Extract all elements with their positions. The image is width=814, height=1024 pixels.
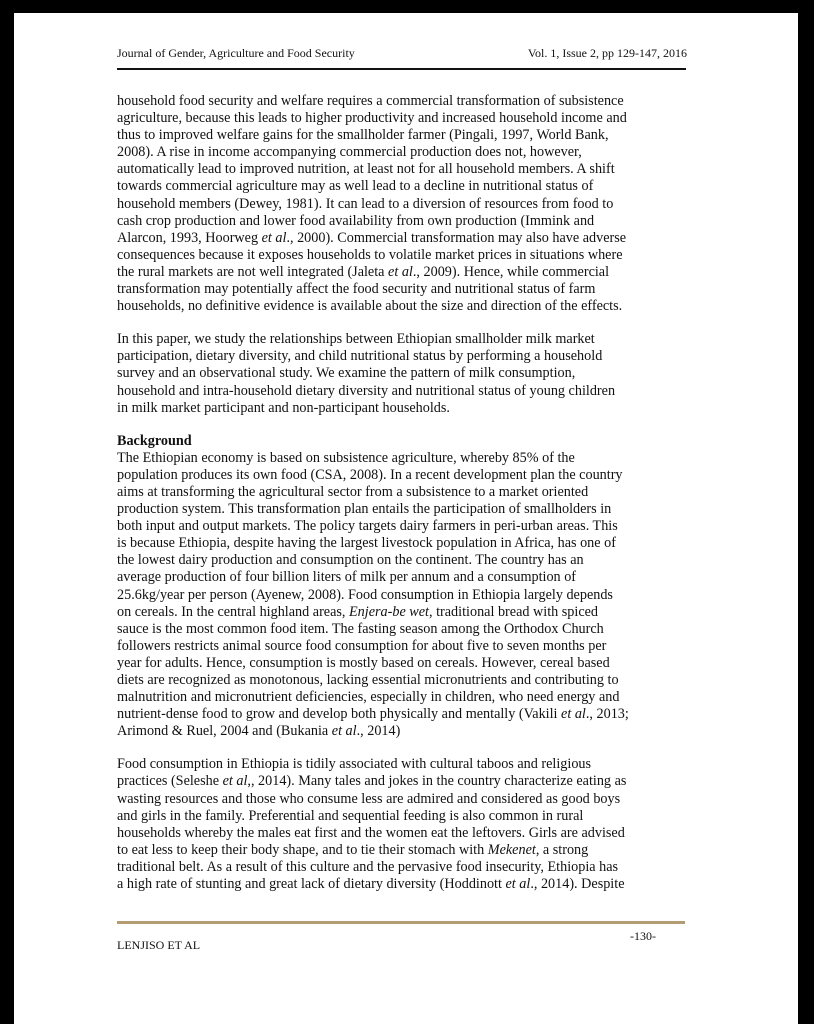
text-line: The Ethiopian economy is based on subsistence agriculture, whereby 85% of the <box>117 449 575 466</box>
text-line: Food consumption in Ethiopia is tidily associated with cultural taboos and religious <box>117 756 592 773</box>
text-line: the rural markets are not well integrated (Jaleta et al., 2009). Hence, while commercial <box>117 263 610 280</box>
text-line: aims at transforming the agricultural sector from a subsistence to a market oriented <box>117 483 589 500</box>
study-paragraph <box>117 331 689 416</box>
paragraph-gap <box>117 740 689 756</box>
text-line: households whereby the males eat first and the women eat the leftovers. Girls are advised <box>117 824 625 841</box>
culture-paragraph <box>117 756 689 893</box>
paragraph-gap <box>117 315 689 331</box>
text-line: diets are recognized as monotonous, lacking essential micronutrients and contributing to <box>117 672 619 688</box>
text-line: 2008). A rise in income accompanying commercial production does not, however, <box>117 144 582 161</box>
running-footer-author: LENJISO ET AL <box>117 938 201 952</box>
text-line: In this paper, we study the relationships between Ethiopian smallholder milk market <box>117 331 595 348</box>
text-line: followers restricts animal source food consumption for about five to seven months per <box>117 637 607 654</box>
volume-info: Vol. 1, Issue 2, pp 129-147, 2016 <box>527 46 687 60</box>
text-line: practices (Seleshe et al,, 2014). Many tales and jokes in the country characterize eating as <box>117 773 627 790</box>
text-line: thus to improved welfare gains for the smallholder farmer (Pingali, 1997, World Bank, <box>117 127 609 144</box>
footer-rule <box>117 921 685 924</box>
intro-paragraph <box>117 93 689 315</box>
text-line: consequences because it exposes households to volatile market prices in situations where <box>117 246 623 263</box>
text-line: Arimond & Ruel, 2004 and (Bukania et al., 2014) <box>117 723 401 740</box>
text-line: cash crop production and lower food availability from own production (Immink and <box>117 212 595 229</box>
journal-title: Journal of Gender, Agriculture and Food Security <box>117 46 355 60</box>
text-line: nutrient-dense food to grow and develop both physically and mentally (Vakili et al., 2013; <box>117 706 629 723</box>
text-line: traditional belt. As a result of this culture and the pervasive food insecurity, Ethiopia has <box>117 858 619 875</box>
body-text <box>117 93 689 893</box>
text-line: agriculture, because this leads to higher productivity and increased household income and <box>117 110 627 127</box>
text-line: in milk market participant and non-participant households. <box>117 399 450 416</box>
text-line: Alarcon, 1993, Hoorweg et al., 2000). Commercial transformation may also have adverse <box>117 229 627 246</box>
text-line: sauce is the most common food item. The fasting season among the Orthodox Church <box>117 620 604 637</box>
text-line: malnutrition and micronutrient deficiencies, especially in children, who need energy and <box>117 689 620 706</box>
text-line: year for adults. Hence, consumption is mostly based on cereals. However, cereal based <box>117 654 610 671</box>
text-line: towards commercial agriculture may as well lead to a decline in nutritional status of <box>117 178 594 195</box>
text-line: is because Ethiopia, despite having the largest livestock population in Africa, has one of <box>117 535 616 552</box>
text-line: participation, dietary diversity, and child nutritional status by performing a household <box>117 348 603 365</box>
text-line: a high rate of stunting and great lack of dietary diversity (Hoddinott et al., 2014). Despite <box>117 876 625 893</box>
text-line: household food security and welfare requires a commercial transformation of subsistence <box>117 93 624 109</box>
text-line: production system. This transformation plan entails the participation of smallholders in <box>117 501 612 518</box>
text-line: population produces its own food (CSA, 2008). In a recent development plan the country <box>117 466 623 483</box>
text-line: to eat less to keep their body shape, and to tie their stomach with Mekenet, a strong <box>117 841 589 858</box>
text-line: automatically lead to improved nutrition, at least not for all household members. A shift <box>117 161 615 178</box>
text-line: and girls in the family. Preferential and sequential feeding is also common in rural <box>117 807 584 824</box>
text-line: 25.6kg/year per person (Ayenew, 2008). Food consumption in Ethiopia largely depends <box>117 586 613 603</box>
section-heading: Background <box>117 432 192 449</box>
text-line: transformation may potentially affect the food security and nutritional status of farm <box>117 281 596 298</box>
text-line: survey and an observational study. We examine the pattern of milk consumption, <box>117 365 576 382</box>
text-line: the lowest dairy production and consumption on the continent. The country has an <box>117 552 584 569</box>
text-line: households, no definitive evidence is available about the size and direction of the effects. <box>117 298 623 315</box>
paragraph-gap <box>117 417 689 433</box>
text-line: both input and output markets. The policy targets dairy farmers in peri-urban areas. This <box>117 518 618 535</box>
background-section <box>117 433 689 741</box>
text-line: household and intra-household dietary diversity and nutritional status of young children <box>117 382 616 399</box>
text-line: average production of four billion liters of milk per annum and a consumption of <box>117 569 577 586</box>
text-line: on cereals. In the central highland areas, Enjera-be wet, traditional bread with spiced <box>117 603 599 620</box>
text-line: household members (Dewey, 1981). It can lead to a diversion of resources from food to <box>117 195 614 212</box>
running-header <box>117 46 687 60</box>
page-number: -130- <box>630 929 656 943</box>
text-line: wasting resources and those who consume less are admired and considered as good boys <box>117 790 621 807</box>
header-rule <box>117 68 686 70</box>
